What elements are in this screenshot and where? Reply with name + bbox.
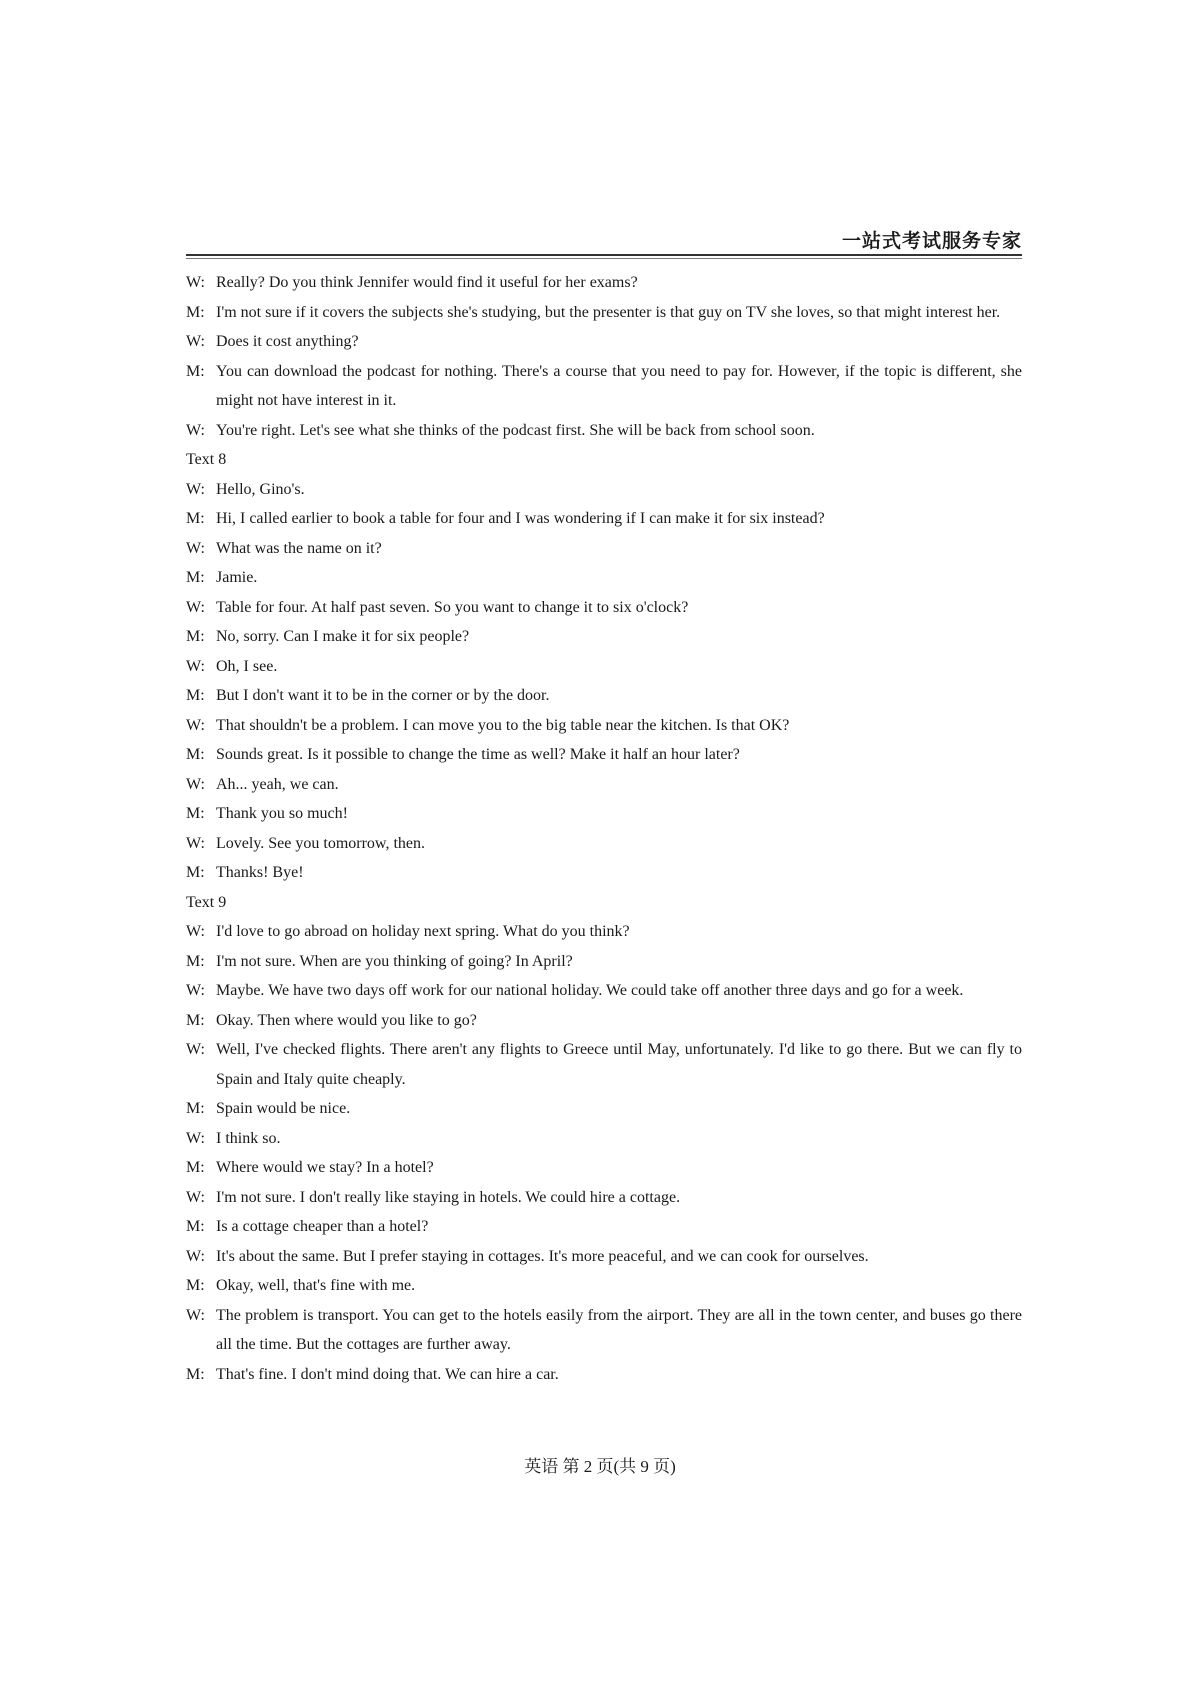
- dialog-line: [186, 563, 1022, 593]
- page-header: [186, 226, 1022, 260]
- speaker-label: M:: [186, 1100, 205, 1117]
- section-heading: Text 9: [186, 893, 227, 911]
- speaker-label: M:: [186, 864, 205, 881]
- dialog-line: [186, 1242, 1022, 1272]
- dialog-text: Where would we stay? In a hotel?: [216, 1159, 434, 1176]
- speaker-label: M:: [186, 952, 205, 970]
- speaker-label: W:: [186, 274, 205, 291]
- dialog-text: I think so.: [216, 1129, 281, 1147]
- dialog-line: [186, 416, 1022, 446]
- dialog-line: [186, 1271, 1022, 1301]
- dialog-line: [186, 1183, 1022, 1213]
- dialog-text: Is a cottage cheaper than a hotel?: [216, 1218, 429, 1235]
- dialog-text: Hello, Gino's.: [216, 480, 305, 498]
- speaker-label: W:: [186, 775, 205, 793]
- dialog-text: Lovely. See you tomorrow, then.: [216, 834, 425, 852]
- dialog-text: But I don't want it to be in the corner or by the door.: [216, 687, 550, 704]
- header-brand: 一站式考试服务专家: [841, 231, 1022, 252]
- dialog-text: Really? Do you think Jennifer would find it useful for her exams?: [216, 274, 638, 291]
- speaker-label: W:: [186, 480, 205, 498]
- speaker-label: W:: [186, 1306, 205, 1324]
- speaker-label: M:: [186, 628, 205, 645]
- speaker-label: M:: [186, 746, 205, 763]
- speaker-label: W:: [186, 598, 205, 616]
- dialog-line: [186, 976, 1022, 1006]
- dialog-line: [186, 357, 1022, 416]
- dialog-line: [186, 652, 1022, 682]
- dialog-text: Oh, I see.: [216, 657, 278, 675]
- speaker-label: W:: [186, 716, 205, 734]
- speaker-label: W:: [186, 982, 205, 999]
- dialog-text: Hi, I called earlier to book a table for four and I was wondering if I can make it for six instead?: [216, 510, 825, 527]
- dialog-text: I'm not sure. I don't really like staying in hotels. We could hire a cottage.: [216, 1188, 681, 1206]
- dialog-line: [186, 770, 1022, 800]
- speaker-label: M:: [186, 1159, 205, 1176]
- speaker-label: W:: [186, 1247, 205, 1265]
- dialog-line: [186, 711, 1022, 741]
- dialog-line: [186, 1124, 1022, 1154]
- dialog-text: Okay. Then where would you like to go?: [216, 1011, 477, 1029]
- dialog-text: Ah... yeah, we can.: [216, 775, 339, 793]
- dialog-text: You can download the podcast for nothing. There's a course that you need to pay for. However, if the topic is different, she might not have interest in it.: [216, 362, 1022, 409]
- speaker-label: W:: [186, 834, 205, 852]
- dialog-text: No, sorry. Can I make it for six people?: [216, 628, 470, 645]
- dialog-text: The problem is transport. You can get to the hotels easily from the airport. They are all in the town center, and buses go there all the time. But the cottages are further away.: [216, 1306, 1022, 1353]
- dialog-line: [186, 740, 1022, 770]
- dialog-line: [186, 475, 1022, 505]
- dialog-text: I'm not sure. When are you thinking of going? In April?: [216, 952, 573, 970]
- dialog-line: [186, 1301, 1022, 1360]
- header-rule: [186, 254, 1022, 256]
- speaker-label: W:: [186, 1188, 205, 1206]
- speaker-label: M:: [186, 569, 205, 586]
- dialog-line: [186, 799, 1022, 829]
- dialog-text: Spain would be nice.: [216, 1100, 351, 1117]
- speaker-label: W:: [186, 421, 205, 439]
- speaker-label: W:: [186, 539, 205, 557]
- dialog-line: [186, 858, 1022, 888]
- dialog-text: You're right. Let's see what she thinks of the podcast first. She will be back from school soon.: [216, 421, 815, 439]
- transcript-body: [186, 268, 1022, 1389]
- dialog-text: It's about the same. But I prefer staying in cottages. It's more peaceful, and we can cook for ourselves.: [216, 1247, 869, 1265]
- section-heading: Text 8: [186, 451, 227, 468]
- dialog-text: Does it cost anything?: [216, 333, 359, 350]
- dialog-text: What was the name on it?: [216, 539, 382, 557]
- speaker-label: M:: [186, 1365, 205, 1383]
- dialog-text: Well, I've checked flights. There aren't any flights to Greece until May, unfortunately. I'd like to go there. But we can fly to Spain and Italy quite cheaply.: [216, 1041, 1022, 1088]
- dialog-text: Sounds great. Is it possible to change the time as well? Make it half an hour later?: [216, 746, 740, 763]
- dialog-text: I'm not sure if it covers the subjects she's studying, but the presenter is that guy on TV she loves, so that might interest her.: [216, 303, 1001, 321]
- speaker-label: W:: [186, 1129, 205, 1147]
- dialog-text: Table for four. At half past seven. So you want to change it to six o'clock?: [216, 598, 689, 616]
- speaker-label: M:: [186, 687, 205, 704]
- dialog-line: [186, 1212, 1022, 1242]
- dialog-line: [186, 1006, 1022, 1036]
- dialog-line: [186, 1153, 1022, 1183]
- speaker-label: M:: [186, 510, 205, 527]
- dialog-text: Jamie.: [216, 569, 258, 586]
- dialog-line: [186, 622, 1022, 652]
- dialog-line: [186, 1035, 1022, 1094]
- dialog-line: [186, 327, 1022, 357]
- dialog-line: [186, 504, 1022, 534]
- dialog-line: [186, 947, 1022, 977]
- speaker-label: W:: [186, 657, 205, 675]
- speaker-label: M:: [186, 805, 205, 822]
- dialog-text: Okay, well, that's fine with me.: [216, 1277, 416, 1294]
- dialog-line: [186, 681, 1022, 711]
- speaker-label: M:: [186, 1218, 205, 1235]
- dialog-line: [186, 917, 1022, 947]
- speaker-label: M:: [186, 1277, 205, 1294]
- dialog-line: [186, 1360, 1022, 1390]
- dialog-line: [186, 298, 1022, 328]
- dialog-line: [186, 1094, 1022, 1124]
- dialog-line: [186, 593, 1022, 623]
- speaker-label: M:: [186, 362, 205, 380]
- speaker-label: M:: [186, 1011, 205, 1029]
- dialog-text: Maybe. We have two days off work for our national holiday. We could take off another three days and go for a week.: [216, 982, 964, 999]
- dialog-text: That's fine. I don't mind doing that. We can hire a car.: [216, 1365, 559, 1383]
- dialog-line: [186, 268, 1022, 298]
- dialog-text: I'd love to go abroad on holiday next spring. What do you think?: [216, 923, 630, 940]
- header-rule-thin: [186, 258, 1022, 259]
- dialog-text: That shouldn't be a problem. I can move you to the big table near the kitchen. Is that OK?: [216, 716, 790, 734]
- speaker-label: M:: [186, 303, 205, 321]
- dialog-text: Thank you so much!: [216, 805, 348, 822]
- dialog-line: [186, 534, 1022, 564]
- dialog-text: Thanks! Bye!: [216, 864, 304, 881]
- speaker-label: W:: [186, 923, 205, 940]
- page-footer: 英语 第 2 页(共 9 页): [524, 1457, 676, 1476]
- speaker-label: W:: [186, 333, 205, 350]
- dialog-line: [186, 829, 1022, 859]
- speaker-label: W:: [186, 1041, 205, 1058]
